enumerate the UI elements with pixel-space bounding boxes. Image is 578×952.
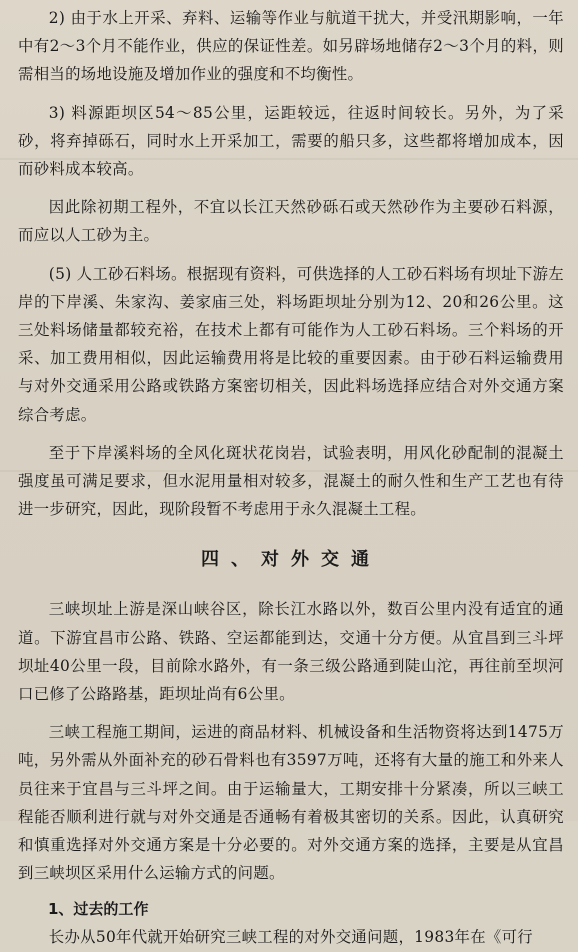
paragraph-conclusion-artificial-sand: 因此除初期工程外，不宜以长江天然砂砾石或天然砂作为主要砂石料源，而应以人工砂为主。 — [18, 198, 564, 245]
subheading-past-work: 1、过去的工作 — [48, 900, 149, 919]
paragraph-water-extraction: 2) 由于水上开采、弃料、运输等作业与航道干扰大，并受汛期影响，一年中有2～3个月不能作业，供应的保证性差。如另辟场地储存2～3个月的料，则需相当的场地设施及增加作业的强度和不均衡性。 — [18, 9, 564, 84]
paragraph-artificial-quarries: (5) 人工砂石料场。根据现有资料，可供选择的人工砂石料场有坝址下游左岸的下岸溪、朱家沟、姜家庙三处，料场距坝址分别为12、20和26公里。这三处料场储量都较充裕，在技术上都有可能作为人工砂石料场。三个料场的开采、加工费用相似，因此运输费用将是比较的重要因素。由于砂石料运输费用与对外交通采用公路或铁路方案密切相关，因此料场选择应结合对外交通方案综合考虑。 — [18, 264, 564, 424]
paragraph-last-line: 长办从50年代就开始研究三峡工程的对外交通问题，1983年在《可行 — [48, 928, 533, 947]
paragraph-source-distance: 3) 料源距坝区54～85公里，运距较远，往返时间较长。另外，为了采砂，将弃掉砾石，同时水上开采加工，需要的船只多，这些都将增加成本，因而砂料成本较高。 — [18, 103, 564, 179]
paragraph-transport-volume: 三峡工程施工期间，运进的商品材料、机械设备和生活物资将达到1475万吨，另外需从外面补充的砂石骨料也有3597万吨，还将有大量的施工和外来人员往来于宜昌与三斗坪之间。由于运输量大，工期安排十分紧凑，所以三峡工程能否顺利进行就与对外交通是否通畅有着极其密切的关系。因此，认真研究和慎重选择对外交通方案是十分必要的。对外交通方案的选择，主要是从宜昌到三峡坝区采用什么运输方式的问题。 — [18, 723, 564, 883]
paragraph-site-access: 三峡坝址上游是深山峡谷区，除长江水路以外，数百公里内没有适宜的通道。下游宜昌市公路、铁路、空运都能到达，交通十分方便。从宜昌到三斗坪坝址40公里一段，目前除水路外，有一条三级公路通到陡山沱，再往前至坝河口已修了公路路基，距坝址尚有6公里。 — [18, 600, 564, 704]
page-content — [18, 4, 564, 952]
paragraph-weathered-granite: 至于下岸溪料场的全风化斑状花岗岩，试验表明，用风化砂配制的混凝土强度虽可满足要求，但水泥用量相对较多，混凝土的耐久性和生产工艺也有待进一步研究，因此，现阶段暂不考虑用于永久混凝土工程。 — [18, 443, 564, 519]
section-heading: 四、对外交通 — [201, 549, 381, 571]
